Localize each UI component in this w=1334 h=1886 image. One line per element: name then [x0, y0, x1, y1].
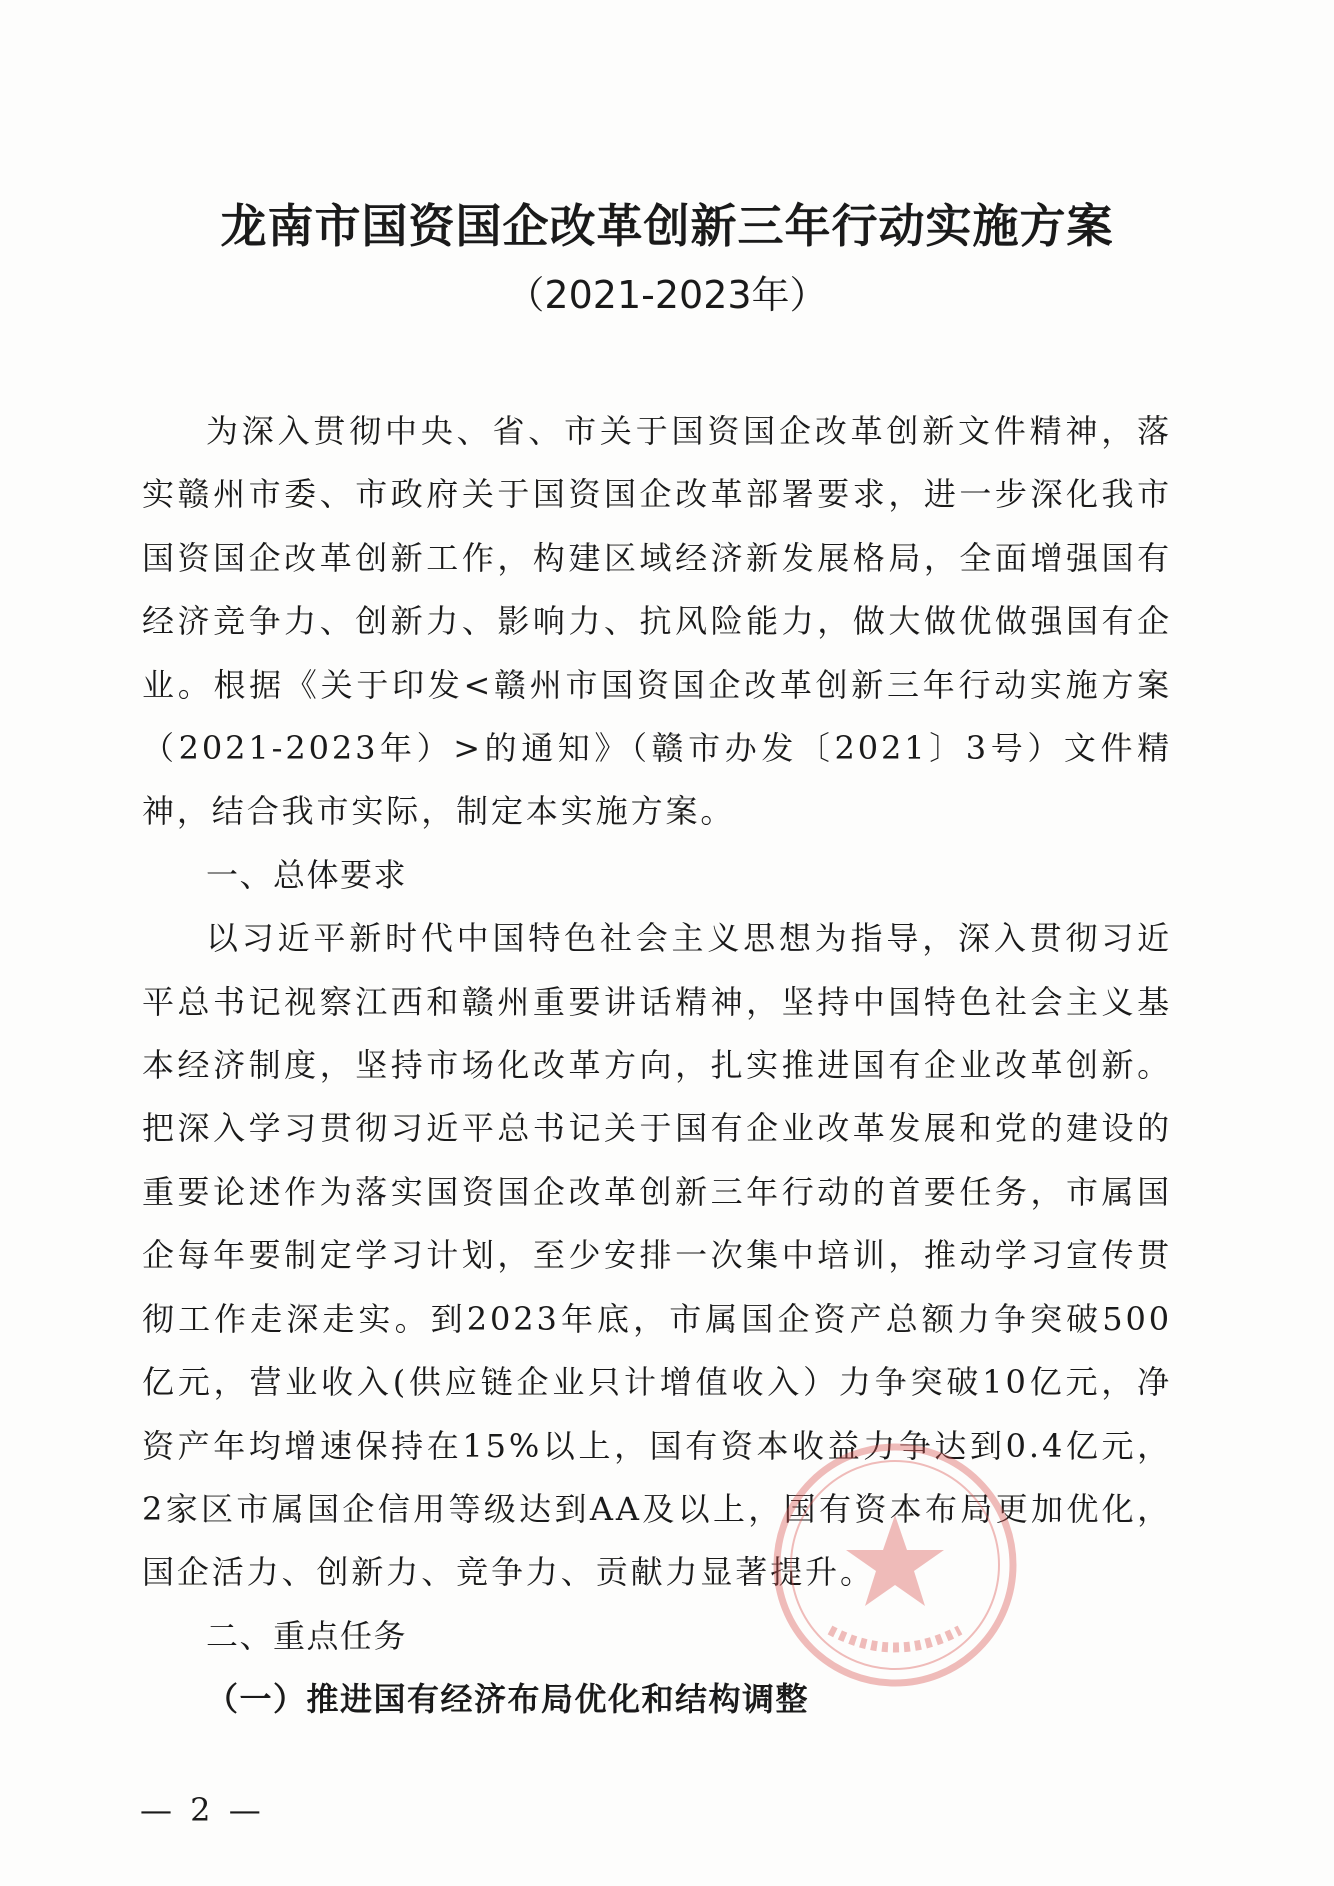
subsection-heading-layout-optimization: （一）推进国有经济布局优化和结构调整 [206, 1680, 810, 1719]
document-body [142, 400, 1172, 1732]
document-title: 龙南市国资国企改革创新三年行动实施方案 [220, 199, 1114, 253]
intro-paragraph: 为深入贯彻中央、省、市关于国资国企改革创新文件精神，落实赣州市委、市政府关于国资国企改革部署要求，进一步深化我市国资国企改革创新工作，构建区域经济新发展格局，全面增强国有经济竞争力、创新力、影响力、抗风险能力，做大做优做强国有企业。根据《关于印发<赣州市国资国企改革创新三年行动实施方案（2021-2023年）>的通知》（赣市办发〔2021〕3号）文件精神，结合我市实际，制定本实施方案。 [142, 412, 1172, 831]
document-subtitle: （2021-2023年） [506, 273, 828, 317]
page-number: — 2 — [140, 1791, 265, 1829]
section-paragraph-overall-requirements: 以习近平新时代中国特色社会主义思想为指导，深入贯彻习近平总书记视察江西和赣州重要讲话精神，坚持中国特色社会主义基本经济制度，坚持市场化改革方向，扎实推进国有企业改革创新。把深入学习贯彻习近平总书记关于国有企业改革发展和党的建设的重要论述作为落实国资国企改革创新三年行动的首要任务，市属国企每年要制定学习计划，至少安排一次集中培训，推动学习宣传贯彻工作走深走实。到2023年底，市属国企资产总额力争突破500亿元，营业收入(供应链企业只计增值收入）力争突破10亿元，净资产年均增速保持在15%以上，国有资本收益力争达到0.4亿元，2家区市属国企信用等级达到AA及以上，国有资本布局更加优化，国企活力、创新力、竞争力、贡献力显著提升。 [142, 919, 1172, 1592]
section-heading-key-tasks: 二、重点任务 [206, 1616, 408, 1655]
section-heading-overall-requirements: 一、总体要求 [206, 855, 408, 894]
